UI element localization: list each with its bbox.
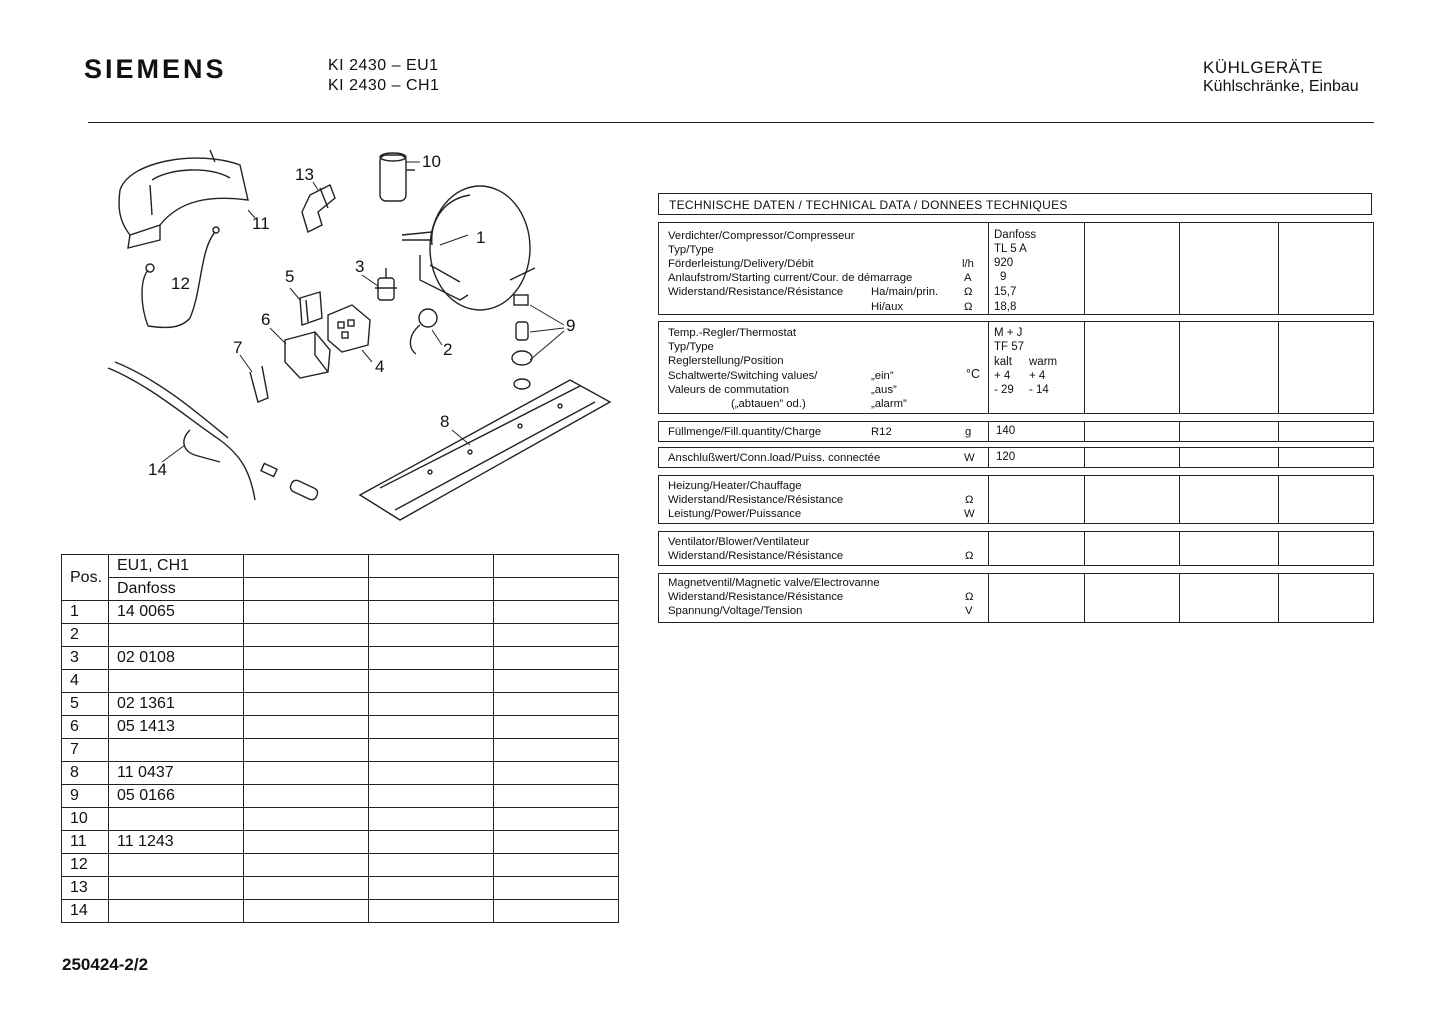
table-row bbox=[62, 716, 619, 739]
pos-cell: 11 bbox=[62, 831, 109, 854]
unit-ohm-blower: Ω bbox=[965, 550, 974, 562]
callout-2: 2 bbox=[443, 340, 453, 359]
callout-1: 1 bbox=[476, 228, 486, 247]
callout-9: 9 bbox=[566, 316, 576, 335]
callout-11: 11 bbox=[252, 214, 270, 233]
part-number-cell: 05 1413 bbox=[109, 716, 244, 739]
thermostat-type-label: Typ/Type bbox=[668, 341, 714, 353]
pos-cell: 7 bbox=[62, 739, 109, 762]
part-3-drawing bbox=[375, 268, 397, 300]
unit-current: A bbox=[964, 272, 972, 284]
table-row bbox=[62, 624, 619, 647]
compressor-current: 9 bbox=[1000, 271, 1007, 283]
part-14-drawing bbox=[108, 362, 319, 501]
part-number-cell bbox=[109, 877, 244, 900]
off-cold: - 29 bbox=[994, 384, 1014, 396]
pos-cell: 3 bbox=[62, 647, 109, 670]
part-number-cell bbox=[109, 900, 244, 923]
tech-data-title: TECHNISCHE DATEN / TECHNICAL DATA / DONNEES TECHNIQUES bbox=[658, 193, 1372, 215]
table-row bbox=[62, 900, 619, 923]
defrost-label: („abtauen” od.) bbox=[731, 398, 806, 410]
valve-resistance-label: Widerstand/Resistance/Résistance bbox=[668, 591, 844, 603]
part-number-cell bbox=[109, 854, 244, 877]
callout-7: 7 bbox=[233, 338, 243, 357]
pos-cell: 9 bbox=[62, 785, 109, 808]
part-5-drawing bbox=[300, 292, 322, 325]
position-warm: warm bbox=[1029, 356, 1058, 368]
unit-ohm-heater: Ω bbox=[965, 494, 974, 506]
table-row bbox=[62, 785, 619, 808]
fill-block bbox=[658, 421, 1374, 442]
part-number-cell: 14 0065 bbox=[109, 601, 244, 624]
fill-label: Füllmenge/Fill.quantity/Charge bbox=[668, 426, 822, 438]
table-row bbox=[62, 601, 619, 624]
part-number-cell bbox=[109, 739, 244, 762]
category-title: KÜHLGERÄTE bbox=[1203, 58, 1324, 77]
part-10-drawing bbox=[380, 153, 415, 201]
heater-power-label: Leistung/Power/Puissance bbox=[668, 508, 802, 520]
refrigerant-label: R12 bbox=[871, 426, 892, 438]
callout-4: 4 bbox=[375, 357, 385, 376]
part-7-drawing bbox=[250, 366, 268, 402]
part-number-cell bbox=[109, 624, 244, 647]
part-8-drawing bbox=[360, 380, 610, 520]
part-13-drawing bbox=[302, 185, 335, 232]
table-row bbox=[62, 808, 619, 831]
unit-celsius: °C bbox=[966, 367, 981, 381]
state-alarm-label: „alarm” bbox=[871, 398, 907, 410]
part-number-cell bbox=[109, 670, 244, 693]
blower-label: Ventilator/Blower/Ventilateur bbox=[668, 536, 810, 548]
callout-12: 12 bbox=[171, 274, 190, 293]
pos-header: Pos. bbox=[62, 555, 109, 601]
model-line-1: KI 2430 – EU1 bbox=[328, 57, 439, 74]
thermostat-block bbox=[658, 321, 1374, 414]
table-row bbox=[62, 831, 619, 854]
thermostat-label: Temp.-Regler/Thermostat bbox=[668, 327, 797, 339]
part-number-cell: 11 1243 bbox=[109, 831, 244, 854]
callout-13: 13 bbox=[295, 165, 314, 184]
callout-8: 8 bbox=[440, 412, 450, 431]
unit-volt: V bbox=[965, 605, 973, 617]
callout-10: 10 bbox=[422, 152, 441, 171]
brand-logo: SIEMENS bbox=[84, 54, 227, 84]
position-cold: kalt bbox=[994, 356, 1012, 368]
part-number-cell: 05 0166 bbox=[109, 785, 244, 808]
switching-values-label: Schaltwerte/Switching values/ bbox=[668, 370, 818, 382]
part-6-drawing bbox=[285, 332, 330, 378]
part-number-cell bbox=[109, 808, 244, 831]
callout-14: 14 bbox=[148, 460, 167, 479]
category-subtitle: Kühlschränke, Einbau bbox=[1203, 78, 1359, 95]
callout-3: 3 bbox=[355, 257, 365, 276]
callout-6: 6 bbox=[261, 310, 271, 329]
blower-block bbox=[658, 531, 1374, 566]
part-number-cell: 02 0108 bbox=[109, 647, 244, 670]
table-row bbox=[62, 647, 619, 670]
thermostat-maker: M + J bbox=[994, 327, 1023, 339]
variant-header: EU1, CH1 bbox=[109, 555, 244, 578]
table-row bbox=[62, 877, 619, 900]
compressor-main-label: Ha/main/prin. bbox=[871, 286, 939, 298]
state-off-label: „aus” bbox=[871, 384, 897, 396]
compressor-label: Verdichter/Compressor/Compresseur bbox=[668, 230, 855, 242]
document-code: 250424-2/2 bbox=[62, 955, 149, 974]
compressor-maker: Danfoss bbox=[994, 229, 1037, 241]
compressor-aux-label: Hi/aux bbox=[871, 301, 904, 313]
pos-cell: 14 bbox=[62, 900, 109, 923]
compressor-block bbox=[658, 222, 1374, 315]
valve-voltage-label: Spannung/Voltage/Tension bbox=[668, 605, 803, 617]
thermostat-position-label: Reglerstellung/Position bbox=[668, 355, 784, 367]
unit-watt-heater: W bbox=[964, 508, 975, 520]
on-cold: + 4 bbox=[994, 370, 1011, 382]
compressor-resistance-label: Widerstand/Resistance/Résistance bbox=[668, 286, 844, 298]
compressor-delivery-label: Förderleistung/Delivery/Débit bbox=[668, 258, 814, 270]
heater-label: Heizung/Heater/Chauffage bbox=[668, 480, 802, 492]
load-block bbox=[658, 447, 1374, 468]
table-row bbox=[62, 762, 619, 785]
model-line-2: KI 2430 – CH1 bbox=[328, 77, 440, 94]
valve-block bbox=[658, 573, 1374, 623]
exploded-parts-diagram bbox=[90, 140, 630, 540]
unit-grams: g bbox=[965, 426, 972, 438]
load-value: 120 bbox=[996, 451, 1016, 463]
part-11-drawing bbox=[119, 150, 248, 248]
part-number-cell: 02 1361 bbox=[109, 693, 244, 716]
compressor-delivery: 920 bbox=[994, 257, 1014, 269]
heater-block bbox=[658, 475, 1374, 524]
part-number-cell: 11 0437 bbox=[109, 762, 244, 785]
compressor-type: TL 5 A bbox=[994, 243, 1027, 255]
pos-cell: 4 bbox=[62, 670, 109, 693]
off-warm: - 14 bbox=[1029, 384, 1049, 396]
parts-table bbox=[61, 554, 619, 923]
valve-label: Magnetventil/Magnetic valve/Electrovanne bbox=[668, 577, 880, 589]
pos-cell: 5 bbox=[62, 693, 109, 716]
pos-cell: 2 bbox=[62, 624, 109, 647]
unit-watt: W bbox=[964, 452, 975, 464]
pos-cell: 1 bbox=[62, 601, 109, 624]
part-4-drawing bbox=[328, 305, 370, 352]
pos-cell: 13 bbox=[62, 877, 109, 900]
pos-cell: 6 bbox=[62, 716, 109, 739]
on-warm: + 4 bbox=[1029, 370, 1046, 382]
heater-resistance-label: Widerstand/Resistance/Résistance bbox=[668, 494, 844, 506]
pos-cell: 10 bbox=[62, 808, 109, 831]
fill-value: 140 bbox=[996, 425, 1016, 437]
maker-header: Danfoss bbox=[109, 578, 244, 601]
compressor-type-label: Typ/Type bbox=[668, 244, 714, 256]
callout-5: 5 bbox=[285, 267, 295, 286]
table-row bbox=[62, 739, 619, 762]
pos-cell: 8 bbox=[62, 762, 109, 785]
unit-ohm-main: Ω bbox=[964, 286, 973, 298]
table-row bbox=[62, 854, 619, 877]
compressor-res-aux: 18,8 bbox=[994, 301, 1017, 313]
part-9-drawing bbox=[512, 295, 532, 389]
blower-resistance-label: Widerstand/Resistance/Résistance bbox=[668, 550, 844, 562]
thermostat-type: TF 57 bbox=[994, 341, 1025, 353]
table-row bbox=[62, 693, 619, 716]
header-divider bbox=[88, 122, 1374, 123]
pos-cell: 12 bbox=[62, 854, 109, 877]
load-label: Anschlußwert/Conn.load/Puiss. connectée bbox=[668, 452, 881, 464]
compressor-res-main: 15,7 bbox=[994, 286, 1017, 298]
table-row bbox=[62, 670, 619, 693]
state-on-label: „ein” bbox=[871, 370, 894, 382]
compressor-current-label: Anlaufstrom/Starting current/Cour. de démarrage bbox=[668, 272, 913, 284]
part-1-drawing bbox=[402, 186, 535, 310]
unit-ohm-valve: Ω bbox=[965, 591, 974, 603]
unit-delivery: l/h bbox=[962, 258, 974, 270]
commutation-label: Valeurs de commutation bbox=[668, 384, 789, 396]
unit-ohm-aux: Ω bbox=[964, 301, 973, 313]
